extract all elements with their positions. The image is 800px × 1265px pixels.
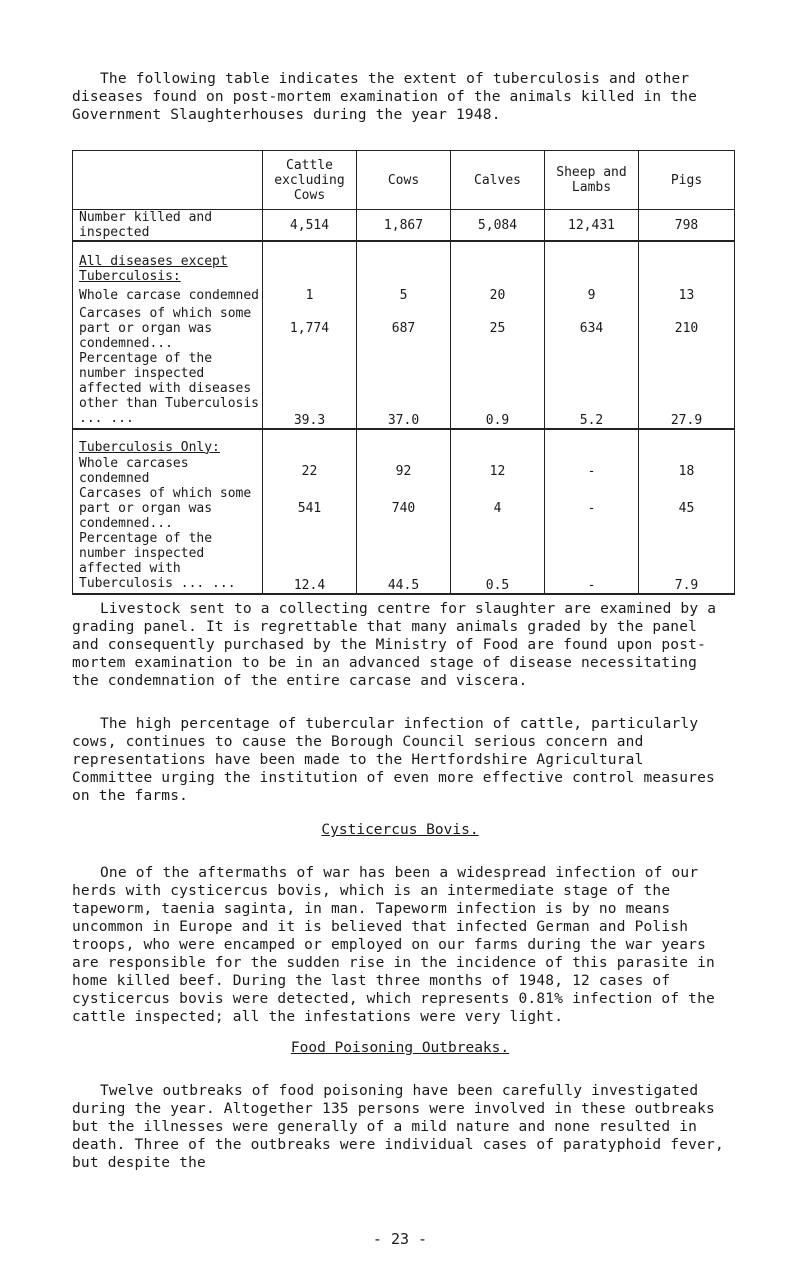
table-cell: 0.5 bbox=[451, 531, 545, 594]
table-cell: 1,774 bbox=[263, 306, 357, 351]
page-number: - 23 - bbox=[372, 1230, 428, 1248]
table-cell: 1 bbox=[263, 284, 357, 306]
table-cell: 18 bbox=[639, 456, 735, 486]
table-cell: 5.2 bbox=[545, 351, 639, 429]
paragraph-text: Livestock sent to a collecting centre for slaughter are examined by a grading panel. It is regrettable that many animals graded by the panel and consequently purchased by the Ministry of Food are found upon post-mortem examination to be in an advanced stage of disease necessitating the condemnation of the entire carcase and viscera. bbox=[72, 601, 717, 689]
table-cell: 12,431 bbox=[545, 210, 639, 242]
table-cell: 12 bbox=[451, 456, 545, 486]
table-cell: 22 bbox=[263, 456, 357, 486]
table-cell: 1,867 bbox=[357, 210, 451, 242]
section-heading-row bbox=[73, 429, 735, 456]
table-cell: 740 bbox=[357, 486, 451, 531]
column-header: Cattle excluding Cows bbox=[263, 151, 357, 210]
cysticercus-paragraph bbox=[72, 864, 732, 1026]
food-poisoning-paragraph bbox=[72, 1082, 732, 1172]
table-cell: 92 bbox=[357, 456, 451, 486]
column-header: Calves bbox=[451, 151, 545, 210]
table-cell: 27.9 bbox=[639, 351, 735, 429]
table-cell: 45 bbox=[639, 486, 735, 531]
number-killed-row bbox=[73, 210, 735, 242]
table-cell: 687 bbox=[357, 306, 451, 351]
table-row bbox=[73, 351, 735, 429]
section-heading: Tuberculosis Only: bbox=[73, 429, 263, 456]
table-cell: 9 bbox=[545, 284, 639, 306]
column-header: Pigs bbox=[639, 151, 735, 210]
table-cell: 39.3 bbox=[263, 351, 357, 429]
intro-paragraph bbox=[72, 70, 732, 124]
food-poisoning-heading: Food Poisoning Outbreaks. bbox=[290, 1040, 510, 1056]
table-row bbox=[73, 306, 735, 351]
grading-panel-paragraph bbox=[72, 600, 732, 690]
table-row bbox=[73, 531, 735, 594]
table-cell: 25 bbox=[451, 306, 545, 351]
section-heading: All diseases except Tuberculosis: bbox=[73, 241, 263, 284]
tubercular-infection-paragraph bbox=[72, 715, 732, 805]
table-cell: 634 bbox=[545, 306, 639, 351]
tuberculosis-table bbox=[72, 150, 735, 595]
table-row bbox=[73, 486, 735, 531]
table-cell: - bbox=[545, 456, 639, 486]
row-label: Percentage of the number inspected affected with Tuberculosis ... ... bbox=[73, 531, 263, 594]
column-header: Sheep and Lambs bbox=[545, 151, 639, 210]
table-cell: 0.9 bbox=[451, 351, 545, 429]
table-cell: - bbox=[545, 531, 639, 594]
table-cell: 4,514 bbox=[263, 210, 357, 242]
table-header-row bbox=[73, 151, 735, 210]
table-cell: - bbox=[545, 486, 639, 531]
table-row bbox=[73, 456, 735, 486]
paragraph-text: The high percentage of tubercular infection of cattle, particularly cows, continues to cause the Borough Council serious concern and representations have been made to the Hertfordshire Agricultural Committee urging the institution of even more effective control measures on the farms. bbox=[72, 716, 715, 804]
column-header: Cows bbox=[357, 151, 451, 210]
table-cell: 798 bbox=[639, 210, 735, 242]
header-blank-cell bbox=[73, 151, 263, 210]
row-label: Whole carcases condemned bbox=[73, 456, 263, 486]
table-cell: 20 bbox=[451, 284, 545, 306]
paragraph-text: Twelve outbreaks of food poisoning have been carefully investigated during the year. Altogether 135 persons were involved in these outbreaks but the illnesses were generally of a mild nature and none resulted in death. Three of the outbreaks were individual cases of paratyphoid fever, but despite the bbox=[72, 1083, 724, 1171]
table-row bbox=[73, 284, 735, 306]
row-label: Carcases of which some part or organ was condemned... bbox=[73, 486, 263, 531]
table-cell: 37.0 bbox=[357, 351, 451, 429]
intro-text: The following table indicates the extent of tuberculosis and other diseases found on post-mortem examination of the animals killed in the Government Slaughterhouses during the year 1948. bbox=[72, 71, 698, 123]
table-cell: 541 bbox=[263, 486, 357, 531]
row-label: Whole carcase condemned bbox=[73, 284, 263, 306]
table-cell: 7.9 bbox=[639, 531, 735, 594]
table-cell: 4 bbox=[451, 486, 545, 531]
table-cell: 13 bbox=[639, 284, 735, 306]
section-heading-row bbox=[73, 241, 735, 284]
table-cell: 5 bbox=[357, 284, 451, 306]
table-cell: 12.4 bbox=[263, 531, 357, 594]
cysticercus-heading: Cysticercus Bovis. bbox=[321, 822, 479, 838]
row-label: Percentage of the number inspected affected with diseases other than Tuberculosis ... ... bbox=[73, 351, 263, 429]
row-label: Carcases of which some part or organ was condemned... bbox=[73, 306, 263, 351]
table-cell: 210 bbox=[639, 306, 735, 351]
table-cell: 5,084 bbox=[451, 210, 545, 242]
table-cell: 44.5 bbox=[357, 531, 451, 594]
paragraph-text: One of the aftermaths of war has been a widespread infection of our herds with cysticercus bovis, which is an intermediate stage of the tapeworm, taenia saginta, in man. Tapeworm infection is by no means uncommon in Europe and it is believed that infected German and Polish troops, who were encamped or employed on our farms during the war years are responsible for the sudden rise in the incidence of this parasite in home killed beef. During the last three months of 1948, 12 cases of cysticercus bovis were detected, which represents 0.81% infection of the cattle inspected; all the infestations were very light. bbox=[72, 865, 715, 1025]
row-label: Number killed and inspected bbox=[73, 210, 263, 242]
